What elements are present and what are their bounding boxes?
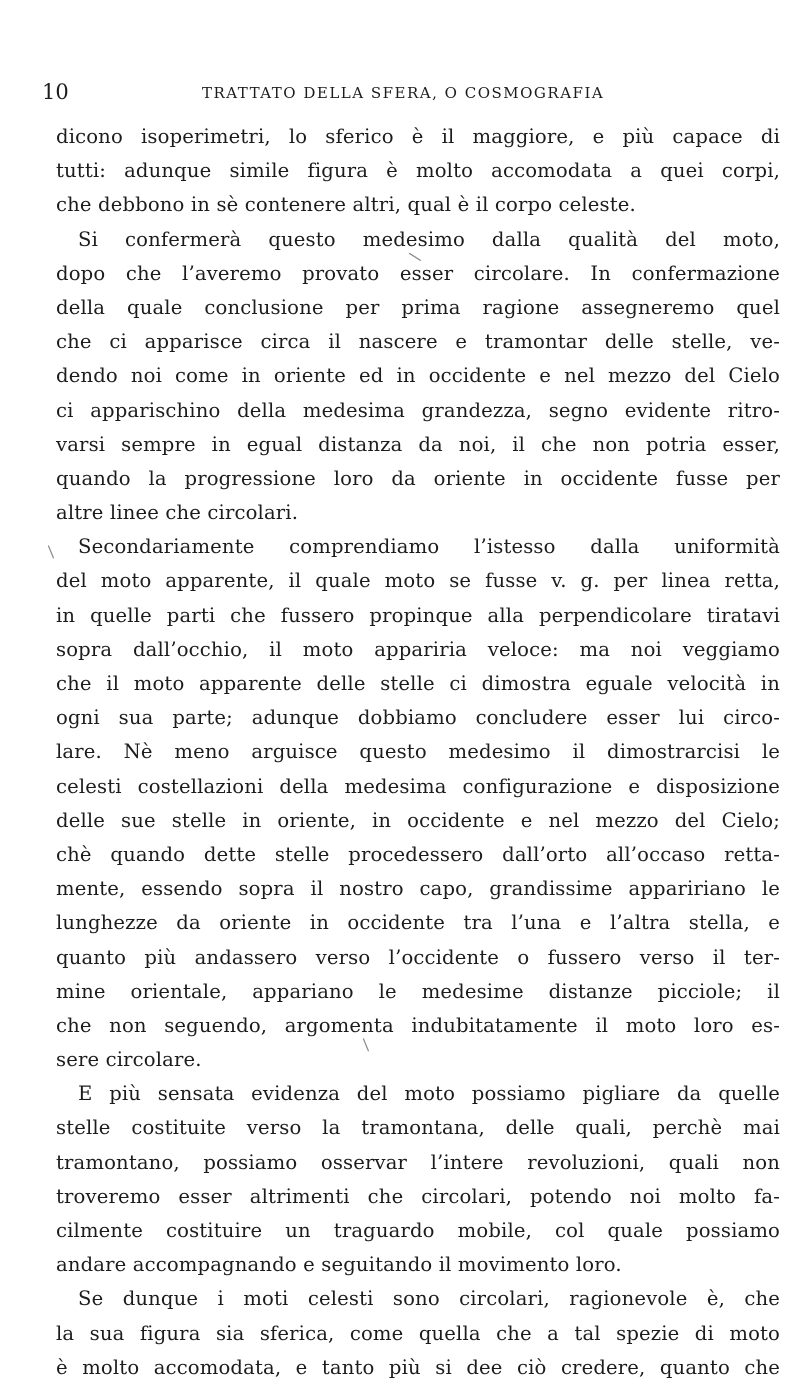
text-line: chè quando dette stelle procedessero dall’orto all’occaso retta- [56,842,780,866]
text-line: tutti: adunque simile figura è molto accomodata a quei corpi, [56,159,780,183]
text-line: celesti costellazioni della medesima configurazione e disposizione [56,774,780,798]
page-number: 10 [42,80,69,104]
text-line: Secondariamente comprendiamo l’istesso dalla uniformità [78,535,780,559]
text-line: Si confermerà questo medesimo dalla qualità del moto, [78,227,780,251]
page-header [42,80,782,114]
stray-pencil-mark: / [357,1035,374,1054]
stray-pencil-mark: / [42,542,59,561]
text-line: la sua figura sia sferica, come quella che a tal spezie di moto [56,1321,780,1345]
text-line: andare accompagnando e seguitando il movimento loro. [56,1253,622,1277]
text-line: è molto accomodata, e tanto più si dee ciò credere, quanto che [56,1355,780,1379]
text-line: varsi sempre in egual distanza da noi, il che non potria esser, [56,432,780,456]
text-line: Se dunque i moti celesti sono circolari, ragionevole è, che [78,1287,780,1311]
text-line: sere circolare. [56,1048,202,1072]
text-line: ci apparischino della medesima grandezza, segno evidente ritro- [56,398,780,422]
text-line: lunghezze da oriente in occidente tra l’una e l’altra stella, e [56,911,780,935]
text-line: che debbono in sè contenere altri, qual è il corpo celeste. [56,193,636,217]
text-line: sopra dall’occhio, il moto appariria veloce: ma noi veggiamo [56,637,780,661]
text-line: lare. Nè meno arguisce questo medesimo il dimostrarcisi le [56,740,780,764]
text-line: in quelle parti che fussero propinque alla perpendicolare tiratavi [56,603,780,627]
text-line: troveremo esser altrimenti che circolari, potendo noi molto fa- [56,1184,780,1208]
text-line: E più sensata evidenza del moto possiamo pigliare da quelle [78,1082,780,1106]
stray-pencil-mark: \ [406,247,423,266]
text-line: tramontano, possiamo osservar l’intere revoluzioni, quali non [56,1150,780,1174]
text-line: che non seguendo, argomenta indubitatamente il moto loro es- [56,1013,780,1037]
text-line: quanto più andassero verso l’occidente o fussero verso il ter- [56,945,780,969]
text-line: dopo che l’averemo provato esser circolare. In confermazione [56,261,780,285]
text-line: che ci apparisce circa il nascere e tramontar delle stelle, ve- [56,330,780,354]
text-line: mente, essendo sopra il nostro capo, grandissime appaririano le [56,877,780,901]
text-line: dicono isoperimetri, lo sferico è il maggiore, e più capace di [56,125,780,148]
running-title: TRATTATO DELLA SFERA, O COSMOGRAFIA [202,84,605,102]
text-line: stelle costituite verso la tramontana, delle quali, perchè mai [56,1116,780,1140]
text-line: altre linee che circolari. [56,501,299,525]
body-text [56,120,780,1385]
text-line: mine orientale, appariano le medesime distanze picciole; il [56,979,780,1003]
text-line: ogni sua parte; adunque dobbiamo concludere esser lui circo- [56,706,780,730]
text-line: dendo noi come in oriente ed in occidente e nel mezzo del Cielo [56,364,780,388]
text-line: che il moto apparente delle stelle ci dimostra eguale velocità in [56,672,780,695]
text-line: del moto apparente, il quale moto se fusse v. g. per linea retta, [56,569,780,593]
text-line: cilmente costituire un traguardo mobile, col quale possiamo [56,1219,780,1242]
text-line: quando la progressione loro da oriente in occidente fusse per [56,466,780,490]
text-line: della quale conclusione per prima ragione assegneremo quel [56,295,780,319]
text-line: delle sue stelle in oriente, in occidente e nel mezzo del Cielo; [56,808,780,832]
